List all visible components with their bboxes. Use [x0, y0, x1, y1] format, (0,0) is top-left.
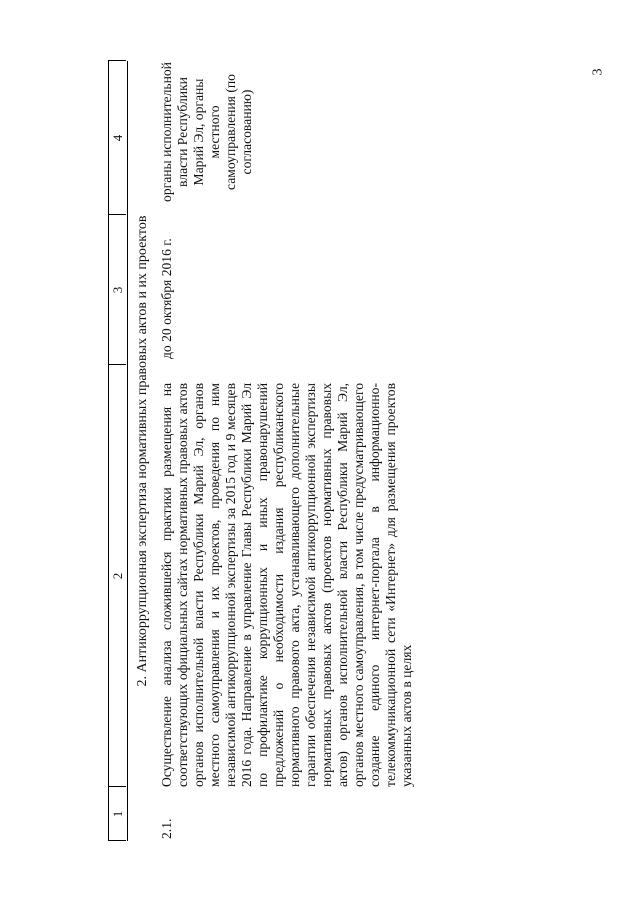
- table-header-row: [108, 61, 128, 841]
- column-divider-2: [108, 364, 126, 365]
- header-col-2: 2: [110, 572, 125, 580]
- section-title: 2. Антикоррупционная экспертиза нормативных правовых актов и их проектов: [135, 215, 150, 687]
- row-description: Осуществление анализа сложившейся практики размещения на соответствующих официальных сайтах нормативных правовых актов органов исполнительной власти Республики Марий Эл, органов местного самоуправления и их проектов, проведения по ним независимой антикоррупционной экспертизы за 2015 год и 9 месяцев 2016 года. Направление в управление Главы Республики Марий Эл по профилактике коррупционных и иных правонарушений предложений о необходимости издания республиканского нормативного правового акта, устанавливающего дополнительные гарантии обеспечения независимой антикоррупционной экспертизы нормативных правовых актов (проектов нормативных правовых актов) органов исполнительной власти Республики Марий Эл, органов местного самоуправления, в том числе предусматривающего создание единого интернет-портала в информационно-телекоммуникационной сети «Интернет» для размещения проектов указанных актов в целях: [159, 383, 414, 787]
- header-col-3: 3: [110, 286, 125, 294]
- row-number: 2.1.: [159, 818, 174, 839]
- row-executors: органы исполнительной власти Республики Марий Эл, органы местного самоуправления (по согласованию): [159, 62, 254, 202]
- column-divider-right: [108, 60, 126, 61]
- header-col-1: 1: [110, 810, 125, 818]
- column-divider-1: [108, 786, 126, 787]
- plan-table: [108, 61, 628, 841]
- row-deadline: до 20 октября 2016 г.: [159, 238, 174, 359]
- column-divider-3: [108, 214, 126, 215]
- column-divider-left: [108, 840, 126, 841]
- page-number: 3: [590, 68, 606, 76]
- header-col-4: 4: [110, 134, 125, 142]
